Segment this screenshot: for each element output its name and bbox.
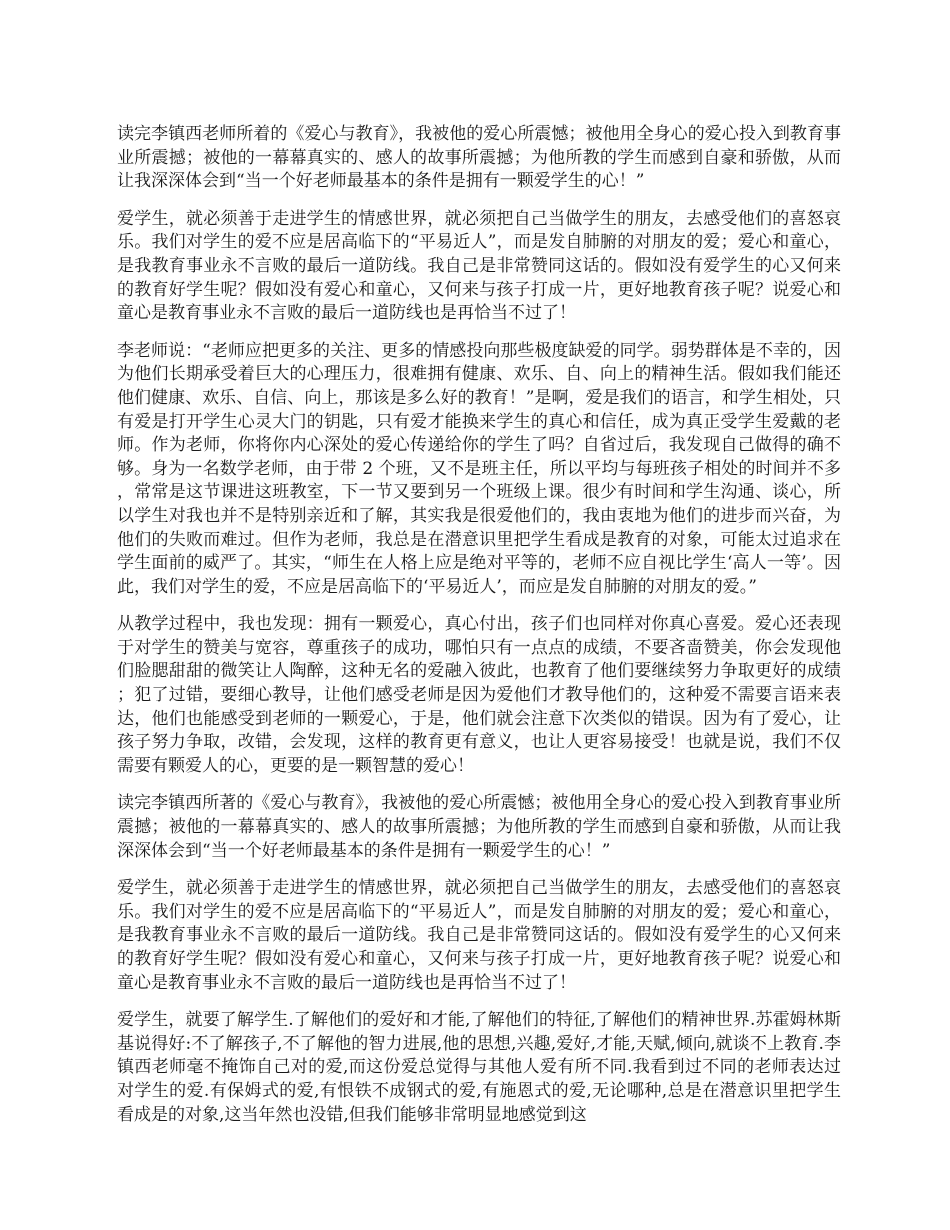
paragraph: 读完李镇西所著的《爱心与教育》，我被他的爱心所震憾；被他用全身心的爱心投入到教育事业所震撼；被他的一幕幕真实的、感人的故事所震撼；为他所教的学生而感到自豪和骄傲，从而让我深深体会到“当一个好老师最基本的条件是拥有一颗爱学生的心！” <box>117 793 841 861</box>
paragraph: 爱学生，就要了解学生.了解他们的爱好和才能,了解他们的特征,了解他们的精神世界.苏霍姆林斯基说得好:不了解孩子,不了解他的智力进展,他的思想,兴趣,爱好,才能,天赋,倾向,就谈不上教育.李镇西老师毫不掩饰自己对的爱,而这份爱总觉得与其他人爱有所不同.我看到过不同的老师表达过对学生的爱.有保姆式的爱,有恨铁不成钢式的爱,有施恩式的爱,无论哪种,总是在潜意识里把学生看成是的对象,这当年然也没错,但我们能够非常明显地感觉到这 <box>117 1010 841 1125</box>
document-page <box>117 123 841 1141</box>
paragraph: 爱学生，就必须善于走进学生的情感世界，就必须把自己当做学生的朋友，去感受他们的喜怒哀乐。我们对学生的爱不应是居高临下的“平易近人”，而是发自肺腑的对朋友的爱；爱心和童心，是我教育事业永不言败的最后一道防线。我自己是非常赞同这话的。假如没有爱学生的心又何来的教育好学生呢？假如没有爱心和童心，又何来与孩子打成一片，更好地教育孩子呢？说爱心和童心是教育事业永不言败的最后一道防线也是再恰当不过了！ <box>117 878 841 993</box>
paragraph: 李老师说：“老师应把更多的关注、更多的情感投向那些极度缺爱的同学。弱势群体是不幸的，因为他们长期承受着巨大的心理压力，很难拥有健康、欢乐、自、向上的精神生活。假如我们能还他们健康、欢乐、自信、向上，那该是多么好的教育！”是啊，爱是我们的语言，和学生相处，只有爱是打开学生心灵大门的钥匙，只有爱才能换来学生的真心和信任，成为真正受学生爱戴的老师。作为老师，你将你内心深处的爱心传递给你的学生了吗？自省过后，我发现自己做得的确不够。身为一名数学老师，由于带 2 个班，又不是班主任，所以平均与每班孩子相处的时间并不多，常常是这节课进这班教室，下一节又要到另一个班级上课。很少有时间和学生沟通、谈心，所以学生对我也并不是特别亲近和了解，其实我是很爱他们的，我由衷地为他们的进步而兴奋，为他们的失败而难过。但作为老师，我总是在潜意识里把学生看成是教育的对象，可能太过追求在学生面前的威严了。其实，“师生在人格上应是绝对平等的，老师不应自视比学生‘高人一等’。因此，我们对学生的爱，不应是居高临下的‘平易近人’，而应是发自肺腑的对朋友的爱。” <box>117 340 841 597</box>
paragraph: 读完李镇西老师所着的《爱心与教育》，我被他的爱心所震憾；被他用全身心的爱心投入到教育事业所震撼；被他的一幕幕真实的、感人的故事所震撼；为他所教的学生而感到自豪和骄傲，从而让我深深体会到“当一个好老师最基本的条件是拥有一颗爱学生的心！” <box>117 124 841 192</box>
paragraph: 从教学过程中，我也发现：拥有一颗爱心，真心付出，孩子们也同样对你真心喜爱。爱心还表现于对学生的赞美与宽容，尊重孩子的成功，哪怕只有一点点的成绩，不要吝啬赞美，你会发现他们脸腮甜甜的微笑让人陶醉，这种无名的爱融入彼此，也教育了他们要继续努力争取更好的成绩；犯了过错，要细心教导，让他们感受老师是因为爱他们才教导他们的，这种爱不需要言语来表达，他们也能感受到老师的一颗爱心，于是，他们就会注意下次类似的错误。因为有了爱心，让孩子努力争取，改错，会发现，这样的教育更有意义，也让人更容易接受！也就是说，我们不仅需要有颗爱人的心，更要的是一颗智慧的爱心！ <box>117 614 841 776</box>
paragraph: 爱学生，就必须善于走进学生的情感世界，就必须把自己当做学生的朋友，去感受他们的喜怒哀乐。我们对学生的爱不应是居高临下的“平易近人”，而是发自肺腑的对朋友的爱；爱心和童心，是我教育事业永不言败的最后一道防线。我自己是非常赞同这话的。假如没有爱学生的心又何来的教育好学生呢？假如没有爱心和童心，又何来与孩子打成一片，更好地教育孩子呢？说爱心和童心是教育事业永不言败的最后一道防线也是再恰当不过了！ <box>117 208 841 324</box>
